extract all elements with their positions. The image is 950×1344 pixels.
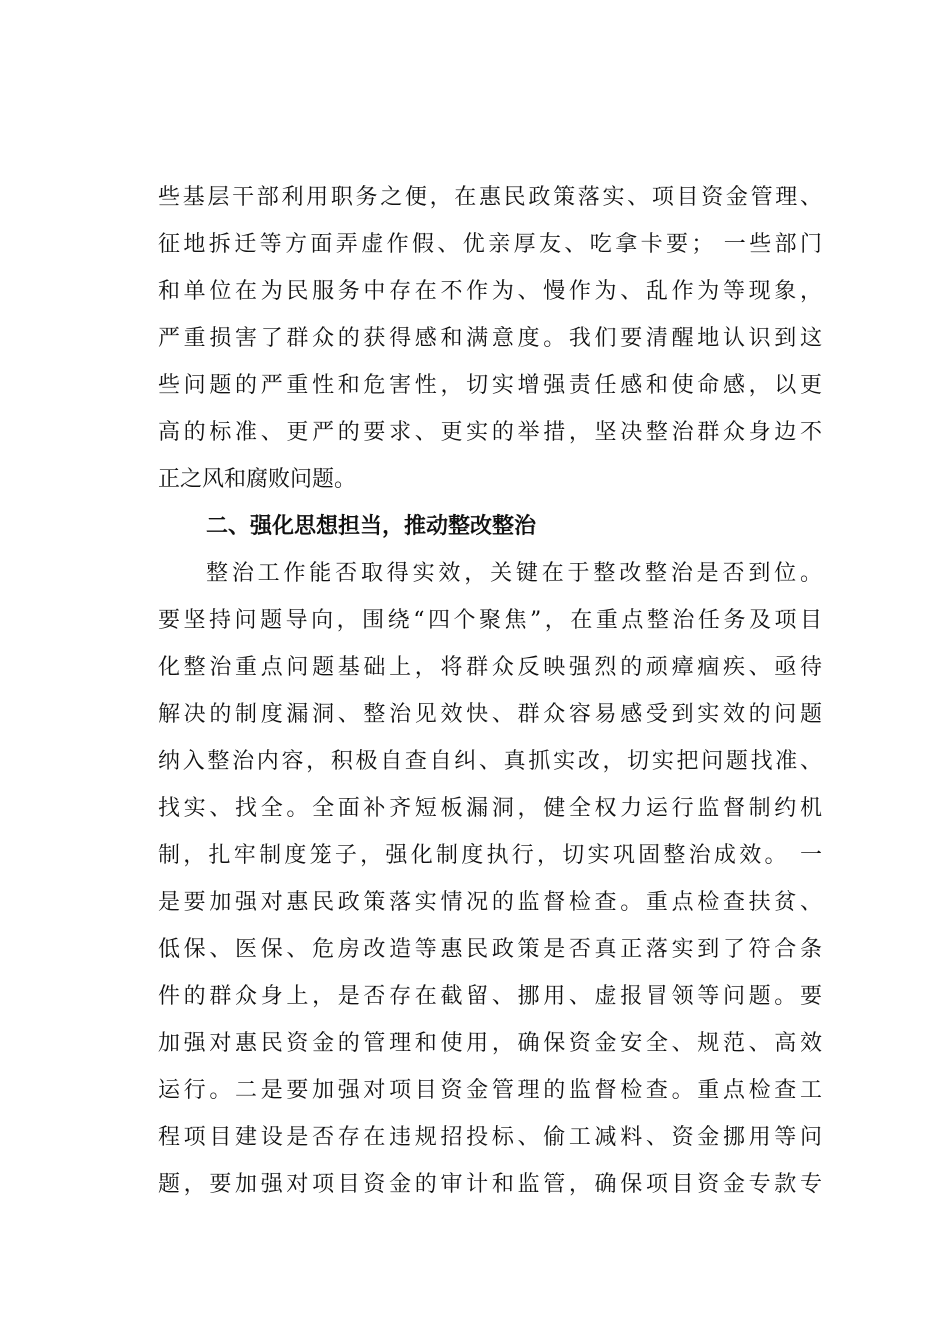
text-line: 题，要加强对项目资金的审计和监管，确保项目资金专款专 (158, 1172, 822, 1197)
text-line: 征地拆迁等方面弄虚作假、优亲厚友、吃拿卡要； 一些部门 (158, 232, 822, 257)
text-line: 制，扎牢制度笼子，强化制度执行，切实巩固整治成效。 一 (158, 843, 822, 868)
text-line: 运行。二是要加强对项目资金管理的监督检查。重点检查工 (158, 1078, 822, 1103)
text-line: 低保、医保、危房改造等惠民政策是否真正落实到了符合条 (158, 937, 822, 962)
text-line: 些基层干部利用职务之便，在惠民政策落实、项目资金管理、 (158, 185, 822, 210)
text-line: 整治工作能否取得实效，关键在于整改整治是否到位。 (206, 561, 822, 586)
text-line: 找实、找全。全面补齐短板漏洞，健全权力运行监督制约机 (158, 796, 822, 821)
text-line: 程项目建设是否存在违规招投标、偷工减料、资金挪用等问 (158, 1125, 822, 1150)
text-line: 纳入整治内容，积极自查自纠、真抓实改，切实把问题找准、 (158, 749, 822, 774)
text-line: 加强对惠民资金的管理和使用，确保资金安全、规范、高效 (158, 1031, 822, 1056)
text-line: 些问题的严重性和危害性，切实增强责任感和使命感，以更 (158, 373, 822, 398)
text-line: 要坚持问题导向，围绕“四个聚焦”，在重点整治任务及项目 (158, 608, 822, 633)
document-body (158, 174, 822, 1208)
text-line: 是要加强对惠民政策落实情况的监督检查。重点检查扶贫、 (158, 890, 822, 915)
text-line: 件的群众身上，是否存在截留、挪用、虚报冒领等问题。要 (158, 984, 822, 1009)
text-line: 高的标准、更严的要求、更实的举措，坚决整治群众身边不 (158, 420, 822, 445)
paragraph-2 (158, 550, 822, 1208)
paragraph-1 (158, 174, 822, 503)
text-line: 和单位在为民服务中存在不作为、慢作为、乱作为等现象， (158, 279, 822, 304)
section-heading: 二、强化思想担当，推动整改整治 (206, 514, 537, 539)
text-line: 严重损害了群众的获得感和满意度。我们要清醒地认识到这 (158, 326, 822, 351)
text-line: 正之风和腐败问题。 (158, 467, 357, 492)
text-line: 化整治重点问题基础上，将群众反映强烈的顽瘴痼疾、亟待 (158, 655, 822, 680)
text-line: 解决的制度漏洞、整治见效快、群众容易感受到实效的问题 (158, 702, 822, 727)
